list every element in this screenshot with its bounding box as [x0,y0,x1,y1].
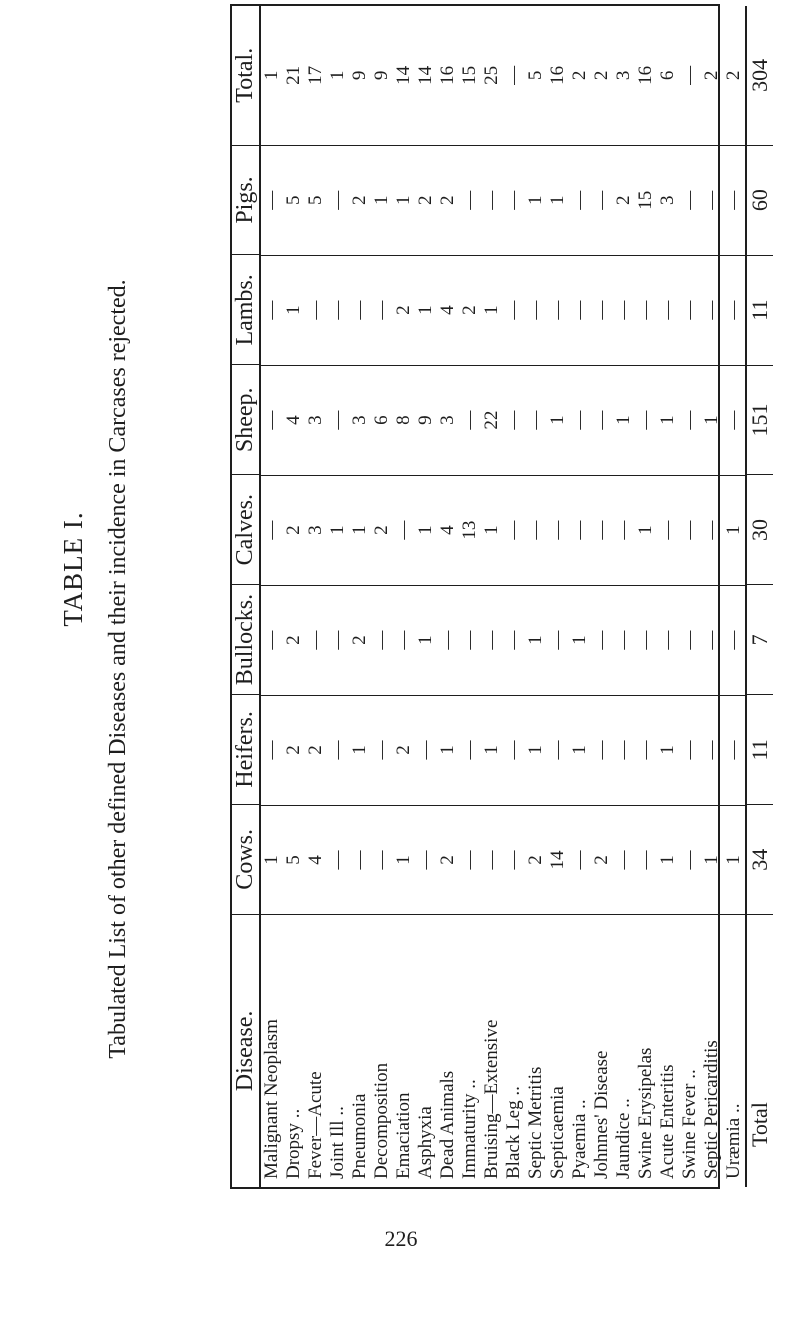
header-heifers: Heifers. [232,694,259,804]
rotated-page [0,47,800,1319]
cell-lambs: — [327,255,349,365]
cell-pigs: — [503,145,525,255]
cell-total: 5 [525,70,546,81]
cell-calves: — [547,475,569,585]
cell-heifers: 1 [481,695,503,805]
disease-name: Dropsy .. [283,914,305,1187]
cell-pigs: — [481,145,503,255]
cell-heifers: 2 [305,695,327,805]
table-row [657,6,679,1187]
cell-pigs: — [723,145,745,255]
cell-total: 17 [305,65,326,85]
disease-table [230,4,772,1189]
cell-pigs: 2 [415,145,437,255]
cell-calves: 13 [459,475,481,585]
disease-name: Septic Pericarditis [701,914,723,1187]
table-row [503,6,525,1187]
cell-calves: — [679,475,701,585]
table-row [481,6,503,1187]
cell-total: — [503,65,524,85]
cell-bullocks: — [459,585,481,695]
cell-bullocks: — [437,585,459,695]
cell-lambs: — [657,255,679,365]
cell-total: 21 [283,65,304,85]
cell-pigs: 1 [393,145,415,255]
cell-total: 16 [635,65,656,85]
cell-bullocks: — [305,585,327,695]
cell-bullocks: — [327,585,349,695]
table-title: TABLE I. [58,511,88,627]
cell-total: 9 [371,70,392,81]
cell-cows: 2 [591,805,613,915]
table-row [437,6,459,1187]
cell-total: 9 [349,70,370,81]
cell-cows: — [415,805,437,915]
cell-heifers: — [635,695,657,805]
cell-cows: 1 [393,805,415,915]
cell-calves: 1 [635,475,657,585]
table-row [459,6,481,1187]
cell-cows: — [569,805,591,915]
disease-name: Malignant Neoplasm [261,914,283,1187]
table-row [547,6,569,1187]
cell-calves: 1 [327,475,349,585]
cell-pigs: 1 [371,145,393,255]
cell-lambs: 1 [283,255,305,365]
cell-lambs: — [679,255,701,365]
disease-name: Septicaemia [547,914,569,1187]
cell-heifers: — [459,695,481,805]
cell-calves: 2 [371,475,393,585]
cell-cows: — [635,805,657,915]
cell-heifers: 1 [657,695,679,805]
header-lambs: Lambs. [232,254,259,364]
cell-total: 2 [723,70,744,81]
cell-lambs: 1 [415,255,437,365]
table-row [525,6,547,1187]
cell-pigs: — [679,145,701,255]
cell-sheep: — [635,365,657,475]
cell-calves: 1 [723,475,745,585]
cell-pigs: 2 [349,145,371,255]
cell-heifers: — [591,695,613,805]
totals-sheep: 151 [747,365,773,475]
cell-bullocks: — [371,585,393,695]
header-disease: Disease. [232,914,259,1187]
disease-name: Swine Fever .. [679,914,701,1187]
cell-bullocks: — [635,585,657,695]
cell-lambs: — [525,255,547,365]
cell-calves: 2 [283,475,305,585]
totals-cows: 34 [747,804,773,914]
cell-heifers: — [327,695,349,805]
cell-total: 3 [613,70,634,81]
cell-heifers: 1 [525,695,547,805]
cell-bullocks: 1 [525,585,547,695]
cell-pigs: 1 [525,145,547,255]
cell-calves: 1 [481,475,503,585]
table-row [635,6,657,1187]
cell-pigs: 5 [283,145,305,255]
cell-lambs: — [591,255,613,365]
cell-heifers: — [547,695,569,805]
table-row [371,6,393,1187]
disease-name: Septic Metritis [525,914,547,1187]
cell-calves: — [613,475,635,585]
cell-total: 25 [481,65,502,85]
cell-total: 2 [591,70,612,81]
cell-calves: — [569,475,591,585]
cell-cows: — [503,805,525,915]
cell-cows: — [349,805,371,915]
cell-calves: — [503,475,525,585]
cell-cows: — [481,805,503,915]
totals-label: Total [747,914,773,1187]
disease-name: Decomposition [371,914,393,1187]
disease-name: Black Leg .. [503,914,525,1187]
cell-lambs: — [349,255,371,365]
cell-total: 1 [327,70,348,81]
totals-lambs: 11 [747,255,773,365]
cell-sheep: 3 [305,365,327,475]
table-row [261,6,283,1187]
cell-lambs: — [371,255,393,365]
table-row [613,6,635,1187]
cell-bullocks: 1 [569,585,591,695]
disease-name: Fever—Acute [305,914,327,1187]
cell-total: 14 [415,65,436,85]
table-row [305,6,327,1187]
cell-sheep: 8 [393,365,415,475]
cell-total: 2 [701,70,722,81]
cell-cows: 1 [261,805,283,915]
totals-heifers: 11 [747,694,773,804]
cell-sheep: — [525,365,547,475]
cell-cows: 4 [305,805,327,915]
cell-sheep: 3 [349,365,371,475]
disease-name: Dead Animals [437,914,459,1187]
table-row [701,6,723,1187]
cell-lambs: 2 [459,255,481,365]
cell-sheep: — [569,365,591,475]
cell-sheep: — [679,365,701,475]
cell-cows: 2 [437,805,459,915]
cell-cows: 1 [701,805,723,915]
cell-sheep: 1 [613,365,635,475]
cell-total: 16 [547,65,568,85]
cell-heifers: — [723,695,745,805]
disease-name: Pyaemia .. [569,914,591,1187]
cell-heifers: — [701,695,723,805]
cell-lambs: 2 [393,255,415,365]
cell-calves: — [525,475,547,585]
cell-total: 1 [261,70,282,81]
cell-bullocks: — [723,585,745,695]
cell-lambs: — [547,255,569,365]
cell-pigs: 5 [305,145,327,255]
cell-cows: — [613,805,635,915]
cell-heifers: — [371,695,393,805]
cell-lambs: 1 [481,255,503,365]
cell-heifers: — [613,695,635,805]
totals-total: 304 [747,58,772,92]
cell-bullocks: 1 [415,585,437,695]
cell-pigs: 2 [437,145,459,255]
header-total: Total. [232,47,258,103]
cell-sheep: 1 [701,365,723,475]
cell-calves: 4 [437,475,459,585]
table-row [679,6,701,1187]
cell-bullocks: — [657,585,679,695]
cell-sheep: — [459,365,481,475]
cell-heifers: 2 [283,695,305,805]
cell-bullocks: — [481,585,503,695]
cell-heifers: 1 [437,695,459,805]
table-row [393,6,415,1187]
cell-bullocks: 2 [283,585,305,695]
cell-bullocks: — [591,585,613,695]
header-sheep: Sheep. [232,364,259,474]
table-caption: Tabulated List of other defined Diseases and their incidence in Carcases rejected. [105,279,131,1059]
cell-cows: — [327,805,349,915]
cell-bullocks: — [701,585,723,695]
cell-sheep: 6 [371,365,393,475]
disease-name: Asphyxia [415,914,437,1187]
cell-pigs: — [327,145,349,255]
cell-lambs: — [635,255,657,365]
cell-cows: — [459,805,481,915]
cell-calves: — [701,475,723,585]
cell-pigs: — [459,145,481,255]
cell-cows: — [679,805,701,915]
table-row [283,6,305,1187]
header-row [232,6,261,1187]
cell-calves: — [657,475,679,585]
cell-bullocks: — [547,585,569,695]
cell-bullocks: — [261,585,283,695]
cell-heifers: 1 [349,695,371,805]
cell-cows: 5 [283,805,305,915]
cell-pigs: — [591,145,613,255]
cell-bullocks: — [613,585,635,695]
cell-pigs: 3 [657,145,679,255]
cell-lambs: — [701,255,723,365]
cell-bullocks: — [503,585,525,695]
cell-total: 14 [393,65,414,85]
cell-heifers: 2 [393,695,415,805]
cell-heifers: — [415,695,437,805]
header-bullocks: Bullocks. [232,584,259,694]
table-row [569,6,591,1187]
disease-name: Swine Erysipelas [635,914,657,1187]
cell-lambs: — [723,255,745,365]
cell-lambs: — [305,255,327,365]
page-number: 226 [384,1226,418,1251]
table-row [327,6,349,1187]
cell-sheep: 22 [481,365,503,475]
cell-cows: 1 [723,805,745,915]
cell-lambs: 4 [437,255,459,365]
table-body [261,6,745,1187]
cell-sheep: 1 [547,365,569,475]
table-row [349,6,371,1187]
disease-name: Pneumonia [349,914,371,1187]
cell-sheep: 9 [415,365,437,475]
cell-heifers: 1 [569,695,591,805]
disease-name: Bruising—Extensive [481,914,503,1187]
cell-lambs: — [503,255,525,365]
cell-total: 2 [569,70,590,81]
disease-name: Emaciation [393,914,415,1187]
cell-calves: — [591,475,613,585]
cell-sheep: — [591,365,613,475]
cell-sheep: — [723,365,745,475]
cell-calves: — [261,475,283,585]
cell-cows: — [371,805,393,915]
table-row [591,6,613,1187]
cell-bullocks: — [393,585,415,695]
cell-total: 6 [657,70,678,81]
totals-row [745,6,773,1187]
cell-calves: 1 [349,475,371,585]
totals-bullocks: 7 [747,584,773,694]
cell-lambs: — [261,255,283,365]
cell-pigs: — [701,145,723,255]
totals-pigs: 60 [747,145,773,255]
cell-cows: 14 [547,805,569,915]
cell-cows: 1 [657,805,679,915]
disease-name: Immaturity .. [459,914,481,1187]
cell-sheep: 1 [657,365,679,475]
cell-bullocks: — [679,585,701,695]
cell-calves: — [393,475,415,585]
cell-sheep: 4 [283,365,305,475]
cell-pigs: — [569,145,591,255]
cell-calves: 1 [415,475,437,585]
cell-calves: 3 [305,475,327,585]
cell-heifers: — [679,695,701,805]
disease-name: Uræmia .. [723,914,745,1187]
cell-lambs: — [569,255,591,365]
cell-cows: 2 [525,805,547,915]
cell-sheep: — [261,365,283,475]
cell-sheep: — [503,365,525,475]
table-row [723,6,745,1187]
header-calves: Calves. [232,474,259,584]
cell-pigs: — [261,145,283,255]
cell-total: 15 [459,65,480,85]
cell-heifers: — [503,695,525,805]
disease-name: Acute Enteritis [657,914,679,1187]
cell-sheep: — [327,365,349,475]
disease-name: Johnnes' Disease [591,914,613,1187]
totals-calves: 30 [747,475,773,585]
cell-bullocks: 2 [349,585,371,695]
cell-pigs: 2 [613,145,635,255]
header-pigs: Pigs. [232,145,259,255]
cell-heifers: — [261,695,283,805]
cell-sheep: 3 [437,365,459,475]
cell-total: 16 [437,65,458,85]
disease-name: Joint Ill .. [327,914,349,1187]
cell-pigs: 1 [547,145,569,255]
cell-pigs: 15 [635,145,657,255]
table-row [415,6,437,1187]
disease-name: Jaundice .. [613,914,635,1187]
header-cows: Cows. [232,804,259,914]
cell-total: — [679,65,700,85]
cell-lambs: — [613,255,635,365]
